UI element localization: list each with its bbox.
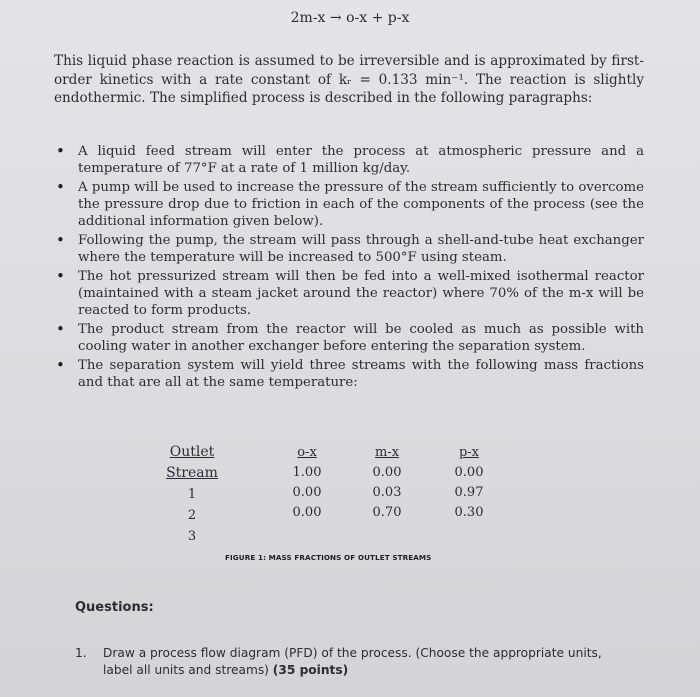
table-cell: 2 — [187, 508, 197, 523]
table-header-stream: Outlet Stream — [166, 444, 218, 481]
column-outlet-stream — [142, 442, 242, 547]
process-description-list — [54, 143, 644, 393]
table-cell: 0.00 — [372, 465, 402, 480]
questions-heading: Questions: — [75, 600, 154, 615]
table-cell: 0.97 — [454, 485, 484, 500]
table-cell: 0.30 — [454, 505, 484, 520]
table-header-mx: m-x — [374, 445, 400, 460]
table-cell: 1 — [187, 487, 197, 502]
bullet-icon: • — [56, 320, 65, 338]
bullet-cooler: • The product stream from the reactor will be cooled as much as possible with cooling water in another exchanger before entering the separation system. — [56, 320, 644, 354]
reaction-equation: 2m-x → o-x + p-x — [290, 10, 410, 26]
table-cell: 1.00 — [292, 465, 322, 480]
question-text: Draw a process flow diagram (PFD) of the process. (Choose the appropriate units, label all units and streams) — [103, 646, 602, 677]
column-px — [446, 442, 492, 523]
table-cell: 0.00 — [454, 465, 484, 480]
question-text-wrapper — [75, 645, 625, 679]
table-cell: 0.00 — [292, 485, 322, 500]
question-number: 1. — [75, 646, 87, 660]
table-header-ox: o-x — [297, 445, 317, 460]
question-1 — [75, 645, 625, 679]
bullet-icon: • — [56, 267, 65, 285]
mass-fraction-table — [0, 442, 700, 544]
bullet-feed-stream: • A liquid feed stream will enter the process at atmospheric pressure and a temperature of 77°F at a rate of 1 million kg/day. — [56, 142, 644, 176]
figure-caption: FIGURE 1: MASS FRACTIONS OF OUTLET STREAMS — [225, 553, 432, 562]
bullet-icon: • — [56, 356, 65, 374]
table-cell: 3 — [187, 529, 197, 544]
bullet-icon: • — [56, 231, 65, 249]
bullet-heat-exchanger: • Following the pump, the stream will pass through a shell-and-tube heat exchanger where the temperature will be increased to 500°F using steam. — [56, 231, 644, 265]
bullet-separation: • The separation system will yield three streams with the following mass fractions and that are all at the same temperature: — [56, 356, 644, 390]
question-points: (35 points) — [272, 663, 349, 677]
table-cell: 0.00 — [292, 505, 322, 520]
table-cell: 0.70 — [372, 505, 402, 520]
intro-paragraph: This liquid phase reaction is assumed to be irreversible and is approximated by first-order kinetics with a rate constant of kᵣ = 0.133 min⁻¹. The reaction is slightly endothermic. The simplified process is described in the following paragraphs: — [54, 53, 644, 106]
column-ox — [284, 442, 330, 523]
bullet-icon: • — [56, 142, 65, 160]
bullet-icon: • — [56, 178, 65, 196]
column-mx — [364, 442, 410, 523]
bullet-pump: • A pump will be used to increase the pressure of the stream sufficiently to overcome the pressure drop due to friction in each of the components of the process (see the additional information given below). — [56, 178, 644, 229]
bullet-reactor: • The hot pressurized stream will then be fed into a well-mixed isothermal reactor (maintained with a steam jacket around the reactor) where 70% of the m-x will be reacted to form products. — [56, 267, 644, 318]
table-cell: 0.03 — [372, 485, 402, 500]
table-header-px: p-x — [458, 445, 480, 460]
